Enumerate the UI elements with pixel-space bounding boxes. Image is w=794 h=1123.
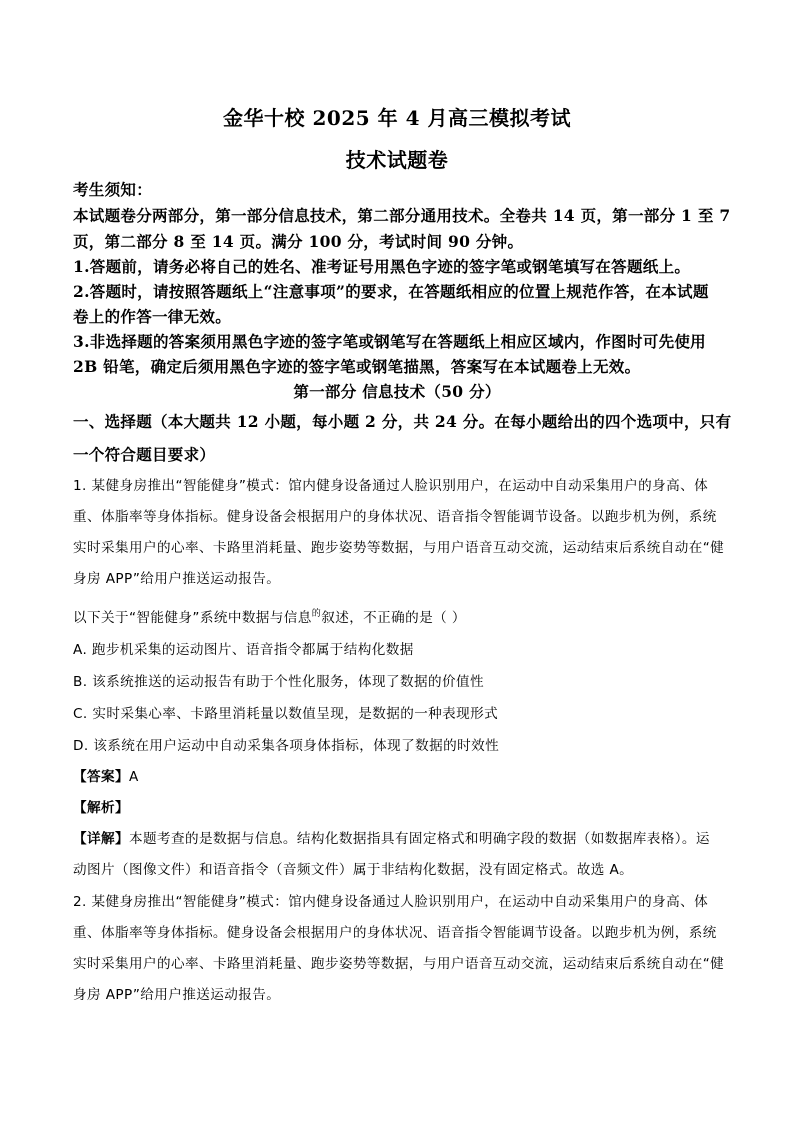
q1-stem-line: 重、体脂率等身体指标。健身设备会根据用户的身体状况、语音指令智能调节设备。以跑步机为例，系统 bbox=[73, 509, 717, 525]
detail-text: 本题考查的是数据与信息。结构化数据指具有固定格式和明确字段的数据（如数据库表格）。运 bbox=[128, 831, 710, 847]
part-title: 第一部分 信息技术（50 分） bbox=[293, 382, 501, 401]
q1-option-a: A. 跑步机采集的运动图片、语音指令都属于结构化数据 bbox=[73, 642, 414, 658]
q1-stem-line: 身房 APP”给用户推送运动报告。 bbox=[73, 571, 281, 587]
exam-title: 金华十校 2025 年 4 月高三模拟考试 bbox=[223, 106, 571, 130]
section-heading: 一个符合题目要求） bbox=[73, 445, 216, 464]
notice-line: 2.答题时，请按照答题纸上“注意事项”的要求，在答题纸相应的位置上规范作答，在本试题 bbox=[73, 282, 709, 301]
section-heading: 一、选择题（本大题共 12 小题，每小题 2 分，共 24 分。在每小题给出的四个选项中，只有 bbox=[73, 412, 732, 431]
q1-detail-line bbox=[73, 827, 710, 847]
detail-label: 【详解】 bbox=[73, 831, 129, 847]
q1-question-superscript: 的 bbox=[311, 609, 322, 619]
q1-answer bbox=[73, 765, 139, 785]
answer-value: A bbox=[128, 769, 139, 785]
notice-line: 3.非选择题的答案须用黑色字迹的签字笔或钢笔写在答题纸上相应区域内，作图时可先使用 bbox=[73, 332, 706, 351]
q2-stem-line: 身房 APP”给用户推送运动报告。 bbox=[73, 987, 281, 1003]
q1-option-d: D. 该系统在用户运动中自动采集各项身体指标，体现了数据的时效性 bbox=[73, 738, 500, 754]
notice-line: 卷上的作答一律无效。 bbox=[73, 307, 232, 326]
q1-option-b: B. 该系统推送的运动报告有助于个性化服务，体现了数据的价值性 bbox=[73, 674, 484, 690]
notice-line: 页，第二部分 8 至 14 页。满分 100 分，考试时间 90 分钟。 bbox=[73, 232, 524, 251]
q1-stem-line: 1. 某健身房推出“智能健身”模式：馆内健身设备通过人脸识别用户，在运动中自动采集用户的身高、体 bbox=[73, 478, 709, 494]
notice-heading: 考生须知： bbox=[73, 180, 153, 199]
q1-stem-line: 实时采集用户的心率、卡路里消耗量、跑步姿势等数据，与用户语音互动交流，运动结束后系统自动在“健 bbox=[73, 540, 725, 556]
q1-question bbox=[73, 606, 466, 626]
q2-stem-line: 2. 某健身房推出“智能健身”模式：馆内健身设备通过人脸识别用户，在运动中自动采集用户的身高、体 bbox=[73, 894, 709, 910]
q2-stem-line: 重、体脂率等身体指标。健身设备会根据用户的身体状况、语音指令智能调节设备。以跑步机为例，系统 bbox=[73, 925, 717, 941]
q2-stem-line: 实时采集用户的心率、卡路里消耗量、跑步姿势等数据，与用户语音互动交流，运动结束后系统自动在“健 bbox=[73, 956, 725, 972]
q1-option-c: C. 实时采集心率、卡路里消耗量以数值呈现，是数据的一种表现形式 bbox=[73, 706, 499, 722]
answer-label: 【答案】 bbox=[73, 769, 129, 785]
notice-line: 本试题卷分两部分，第一部分信息技术，第二部分通用技术。全卷共 14 页，第一部分 1 至 7 bbox=[73, 206, 731, 225]
analysis-label: 【解析】 bbox=[73, 800, 129, 816]
paper-subtitle: 技术试题卷 bbox=[345, 148, 449, 172]
q1-question-text-end: 叙述，不正确的是（ ） bbox=[321, 610, 466, 626]
notice-line: 2B 铅笔，确定后须用黑色字迹的签字笔或钢笔描黑，答案写在本试题卷上无效。 bbox=[73, 357, 641, 376]
q1-question-text: 以下关于“智能健身”系统中数据与信息 bbox=[73, 610, 312, 626]
notice-line: 1.答题前，请务必将自己的姓名、准考证号用黑色字迹的签字笔或钢笔填写在答题纸上。 bbox=[73, 257, 691, 276]
q1-detail-line: 动图片（图像文件）和语音指令（音频文件）属于非结构化数据，没有固定格式。故选 A。 bbox=[73, 862, 634, 878]
